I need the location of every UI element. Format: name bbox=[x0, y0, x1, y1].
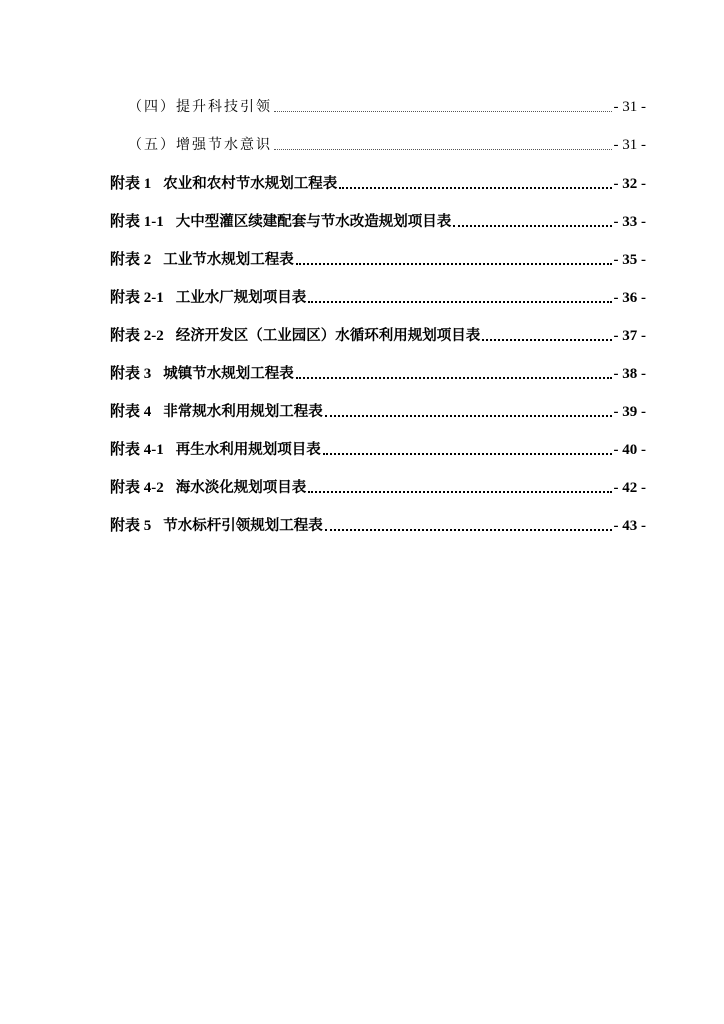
appendix-title: 工业节水规划工程表 bbox=[163, 252, 294, 268]
toc-page-number: - 36 - bbox=[613, 290, 646, 306]
toc-entry-label bbox=[110, 250, 294, 270]
appendix-number: 附表 2-1 bbox=[110, 290, 164, 306]
toc-entry-label bbox=[110, 478, 306, 498]
toc-entry-water-awareness[interactable] bbox=[128, 131, 646, 155]
appendix-number: 附表 5 bbox=[110, 518, 152, 534]
toc-entry-appendix-1[interactable] bbox=[110, 170, 646, 194]
dot-leader bbox=[325, 415, 612, 417]
appendix-number: 附表 2 bbox=[110, 252, 152, 268]
dot-leader bbox=[274, 111, 612, 112]
dot-leader bbox=[274, 149, 612, 150]
toc-entry-appendix-3[interactable] bbox=[110, 360, 646, 384]
appendix-title: 农业和农村节水规划工程表 bbox=[163, 176, 338, 192]
appendix-title: 再生水利用规划项目表 bbox=[175, 442, 321, 458]
dot-leader bbox=[308, 491, 611, 493]
toc-entry-appendix-4-1[interactable] bbox=[110, 436, 646, 460]
dot-leader bbox=[453, 225, 611, 227]
toc-page-number: - 31 - bbox=[613, 137, 646, 153]
toc-entry-appendix-5[interactable] bbox=[110, 512, 646, 536]
appendix-title: 工业水厂规划项目表 bbox=[175, 290, 307, 306]
toc-page-number: - 42 - bbox=[613, 480, 646, 496]
toc-entry-title: （五）增强节水意识 bbox=[128, 137, 272, 153]
dot-leader bbox=[325, 529, 612, 531]
toc-page-number: - 43 - bbox=[613, 518, 646, 534]
appendix-title: 节水标杆引领规划工程表 bbox=[163, 518, 323, 534]
toc-page-number: - 31 - bbox=[613, 99, 646, 115]
toc-entry-enhance-tech[interactable] bbox=[128, 93, 646, 117]
dot-leader bbox=[296, 377, 612, 379]
toc-page-number: - 39 - bbox=[613, 404, 646, 420]
appendix-number: 附表 3 bbox=[110, 366, 152, 382]
toc-entry-appendix-2[interactable] bbox=[110, 246, 646, 270]
toc-entry-label bbox=[110, 174, 337, 194]
dot-leader bbox=[482, 339, 611, 341]
appendix-number: 附表 4-2 bbox=[110, 480, 164, 496]
toc-page-number: - 32 - bbox=[613, 176, 646, 192]
dot-leader bbox=[296, 263, 612, 265]
dot-leader bbox=[323, 453, 612, 455]
appendix-number: 附表 1 bbox=[110, 176, 152, 192]
toc-page-number: - 35 - bbox=[613, 252, 646, 268]
toc-entry-label bbox=[110, 364, 294, 384]
toc-entry-appendix-4-2[interactable] bbox=[110, 474, 646, 498]
toc-entry-appendix-1-1[interactable] bbox=[110, 208, 646, 232]
toc-page-number: - 37 - bbox=[613, 328, 646, 344]
appendix-title: 城镇节水规划工程表 bbox=[163, 366, 294, 382]
toc-entry-appendix-2-1[interactable] bbox=[110, 284, 646, 308]
toc-entry-label bbox=[110, 326, 480, 346]
toc-page-number: - 33 - bbox=[613, 214, 646, 230]
appendix-title: 经济开发区（工业园区）水循环利用规划项目表 bbox=[175, 328, 481, 344]
toc-page-number: - 40 - bbox=[613, 442, 646, 458]
toc-entry-label bbox=[110, 288, 306, 308]
toc-entry-appendix-4[interactable] bbox=[110, 398, 646, 422]
toc-entry-label bbox=[110, 440, 321, 460]
toc-entry-label bbox=[110, 212, 451, 232]
appendix-title: 大中型灌区续建配套与节水改造规划项目表 bbox=[175, 214, 452, 230]
toc-entry-label bbox=[110, 516, 323, 536]
toc-entry-label bbox=[110, 402, 323, 422]
appendix-number: 附表 4 bbox=[110, 404, 152, 420]
appendix-title: 非常规水利用规划工程表 bbox=[163, 404, 323, 420]
appendix-number: 附表 1-1 bbox=[110, 214, 164, 230]
toc-entry-appendix-2-2[interactable] bbox=[110, 322, 646, 346]
dot-leader bbox=[339, 187, 611, 189]
appendix-number: 附表 4-1 bbox=[110, 442, 164, 458]
toc-page-number: - 38 - bbox=[613, 366, 646, 382]
appendix-title: 海水淡化规划项目表 bbox=[175, 480, 307, 496]
dot-leader bbox=[308, 301, 611, 303]
appendix-number: 附表 2-2 bbox=[110, 328, 164, 344]
toc-entry-title: （四）提升科技引领 bbox=[128, 99, 272, 115]
